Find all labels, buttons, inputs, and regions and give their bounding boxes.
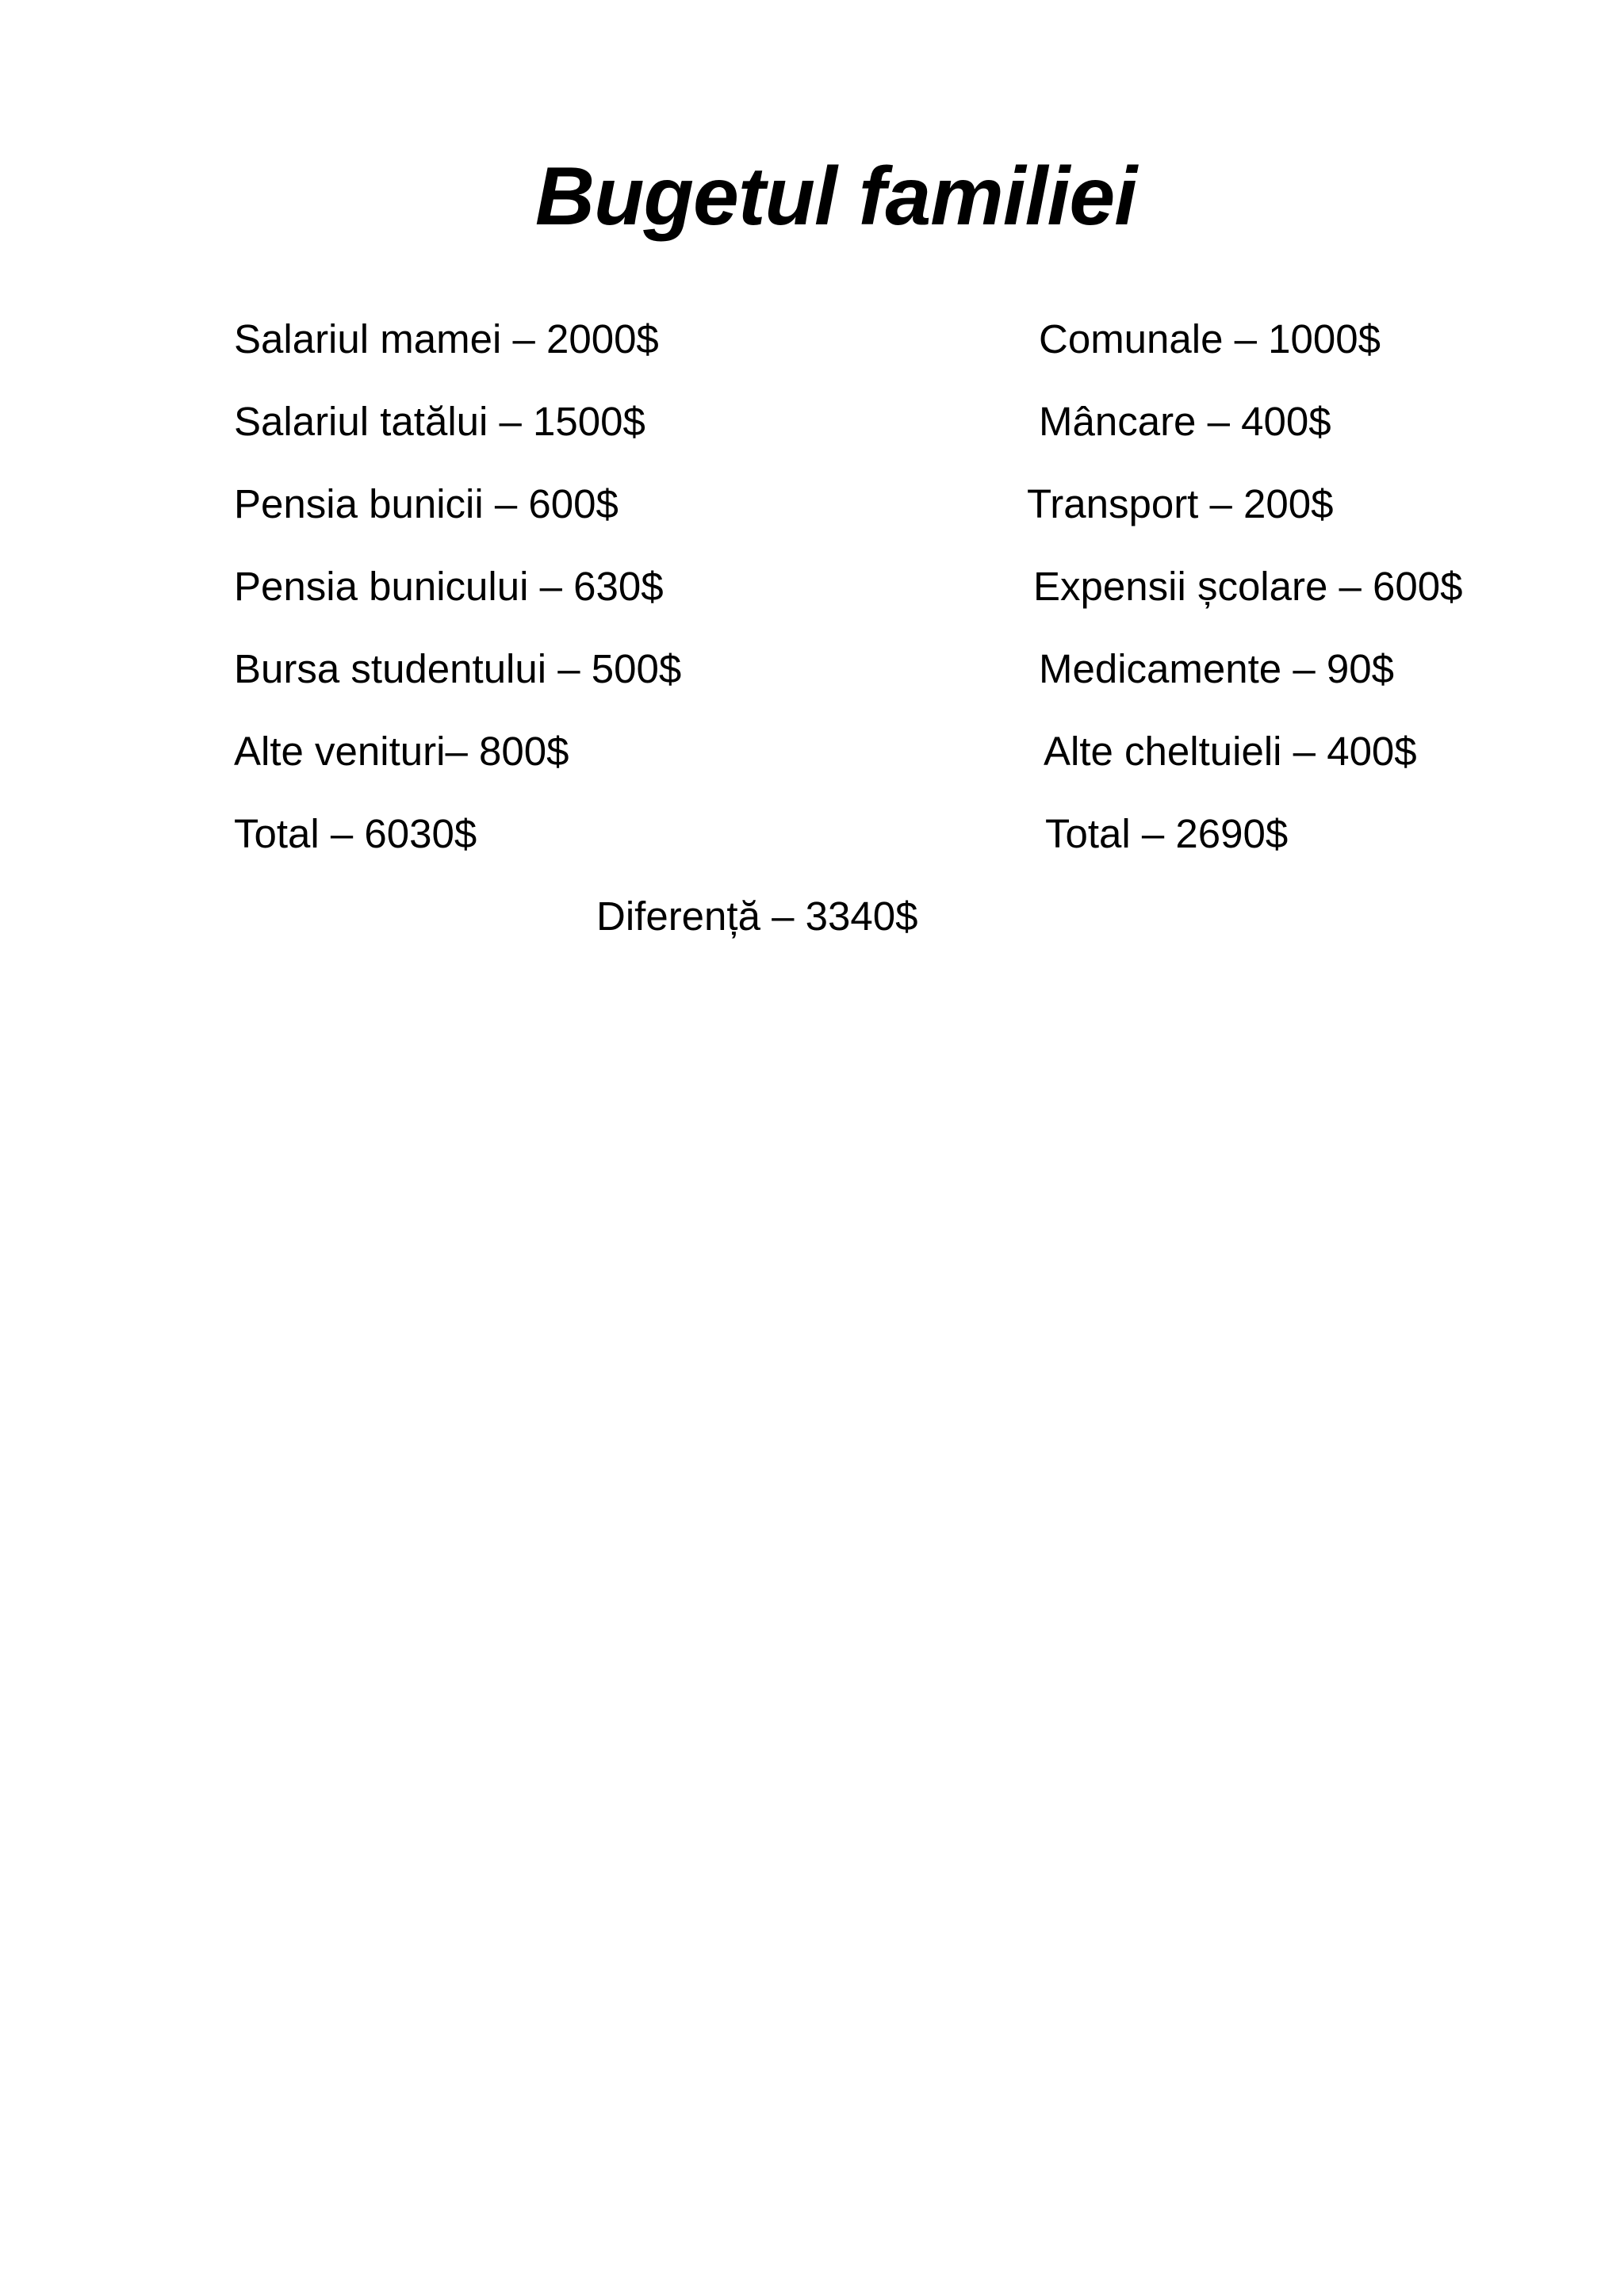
expense-item-utilities: Comunale – 1000$ (1039, 316, 1381, 362)
income-item-father-salary: Salariul tatălui – 1500$ (234, 399, 645, 444)
income-item-grandfather-pension: Pensia bunicului – 630$ (234, 564, 664, 609)
budget-difference: Diferență – 3340$ (596, 894, 918, 939)
income-item-other: Alte venituri– 800$ (234, 729, 569, 774)
income-total: Total – 6030$ (234, 811, 477, 856)
document-title: Bugetul familiei (534, 151, 1137, 243)
income-item-student-scholarship: Bursa studentului – 500$ (234, 646, 682, 691)
income-item-grandmother-pension: Pensia bunicii – 600$ (234, 481, 619, 526)
expense-total: Total – 2690$ (1045, 811, 1289, 856)
expense-item-transport: Transport – 200$ (1027, 481, 1334, 526)
expense-item-other: Alte cheltuieli – 400$ (1044, 729, 1417, 774)
expense-item-medicine: Medicamente – 90$ (1039, 646, 1394, 691)
expense-item-food: Mâncare – 400$ (1039, 399, 1331, 444)
income-item-mother-salary: Salariul mamei – 2000$ (234, 316, 659, 362)
expense-item-school: Expensii școlare – 600$ (1033, 564, 1463, 609)
